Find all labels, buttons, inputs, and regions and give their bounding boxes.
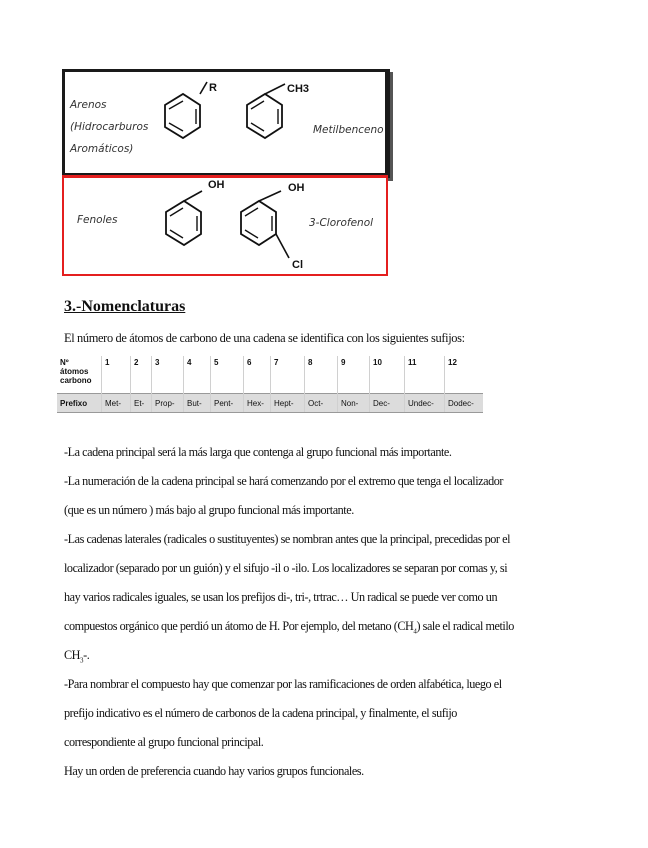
arenos-label-line: Aromáticos) [70,143,134,155]
table-cell: Hept- [271,394,305,413]
body-paragraph: hay varios radicales iguales, se usan los prefijos di-, tri-, trtrac… Un radical se puede ver como un [64,590,498,604]
arenos-label-line: Arenos [70,99,107,111]
body-paragraph: localizador (separado por un guión) y el sifujo -il o -ilo. Los localizadores se separan por comas y, si [64,561,508,575]
table-cell: 7 [271,356,305,394]
arenos-label [70,94,148,160]
text-run: ) sale el radical metilo [416,619,514,633]
table-prefix-label: Prefixo [57,394,102,413]
body-paragraph: -La numeración de la cadena principal se hará comenzando por el extremo que tenga el localizador [64,474,503,488]
ch3-label: CH3 [287,83,310,95]
prefix-table [57,356,483,413]
table-cell: 12 [445,356,484,394]
subscript: 3 [80,656,84,665]
table-header-label-line: átomos [60,367,89,376]
table-cell: 2 [131,356,152,394]
fenoles-figure-box [62,175,388,276]
body-paragraph: -Las cadenas laterales (radicales o sustituyentes) se nombran antes que la principal, precedidas por el [64,532,511,546]
table-prefix-row [57,394,483,413]
table-cell: Et- [131,394,152,413]
oh-label: OH [288,182,305,194]
body-paragraph: -Para nombrar el compuesto hay que comenzar por las ramificaciones de orden alfabética, luego el [64,677,502,691]
table-cell: Pent- [211,394,244,413]
table-header-label-line: carbono [60,376,92,385]
table-cell: Met- [102,394,131,413]
phenol-structure [156,178,216,273]
metilbenceno-label: Metilbenceno [313,124,384,136]
table-cell: Dec- [370,394,405,413]
body-paragraph [64,619,584,635]
subscript: 4 [413,627,417,636]
section-title: 3.-Nomenclaturas [64,298,186,315]
text-run: compuestos orgánico que perdió un átomo de H. Por ejemplo, del metano (CH [64,619,414,633]
table-cell: Hex- [244,394,271,413]
table-cell: 8 [305,356,338,394]
body-paragraph: prefijo indicativo es el número de carbonos de la cadena principal, y finalmente, el sufijo [64,706,457,720]
table-cell: Undec- [405,394,445,413]
table-cell: Oct- [305,394,338,413]
body-paragraph [64,648,584,664]
arenos-figure-box [62,69,390,178]
substituent-r-label: R [209,82,217,94]
table-header-label-line: Nº [60,358,69,367]
table-cell: Non- [338,394,370,413]
table-cell: But- [184,394,211,413]
text-run: -. [83,648,90,662]
table-cell: 3 [152,356,184,394]
text-run: CH [64,648,81,662]
body-paragraph: correspondiente al grupo funcional principal. [64,735,264,749]
table-header-row [57,356,483,394]
fenoles-label: Fenoles [77,214,118,226]
benzene-r-structure [155,72,215,167]
body-paragraph: -La cadena principal será la más larga que contenga al grupo funcional más importante. [64,445,452,459]
clorofenol-label: 3-Clorofenol [309,217,374,229]
arenos-label-line: (Hidrocarburos [70,121,149,133]
table-header-label [57,356,102,394]
oh-label: OH [208,179,225,191]
table-cell: 5 [211,356,244,394]
table-cell: 1 [102,356,131,394]
table-cell: Dodec- [445,394,484,413]
body-paragraph: (que es un número ) más bajo al grupo funcional más importante. [64,503,354,517]
table-cell: 6 [244,356,271,394]
table-cell: 9 [338,356,370,394]
table-cell: Prop- [152,394,184,413]
table-cell: 11 [405,356,445,394]
body-paragraph: Hay un orden de preferencia cuando hay varios grupos funcionales. [64,764,364,778]
intro-text: El número de átomos de carbono de una cadena se identifica con los siguientes sufijos: [64,331,465,345]
cl-label: Cl [292,259,303,271]
table-cell: 4 [184,356,211,394]
table-cell: 10 [370,356,405,394]
